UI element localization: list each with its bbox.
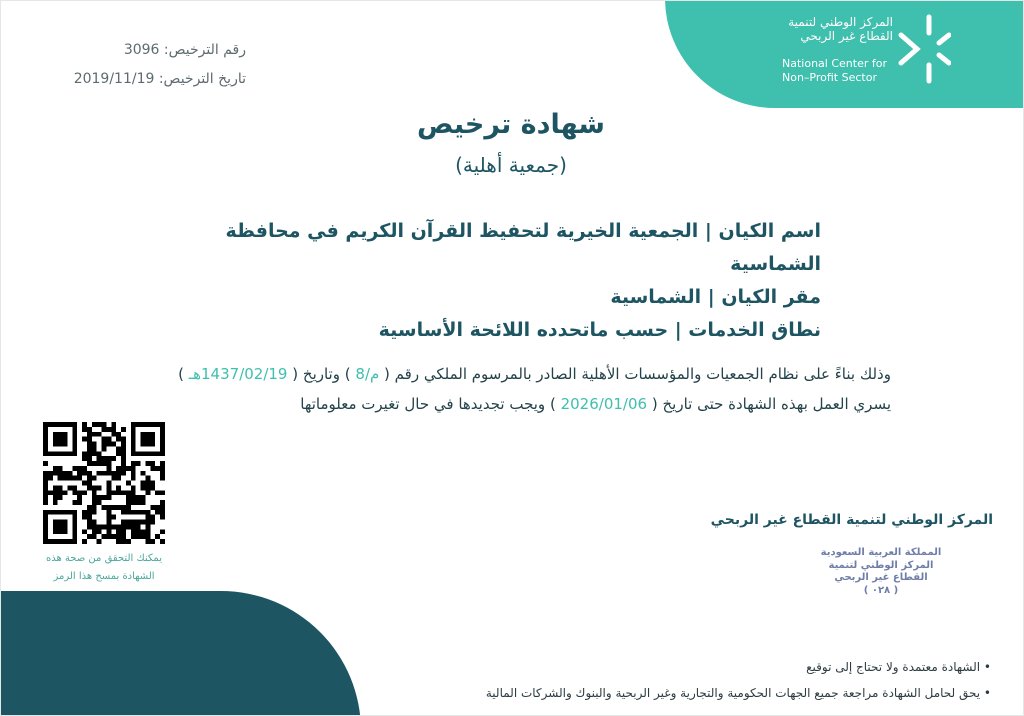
qr-module	[145, 520, 150, 525]
qr-module	[102, 442, 107, 447]
qr-module	[116, 451, 121, 456]
qr-module	[92, 534, 97, 539]
qr-module	[121, 534, 126, 539]
qr-module	[87, 437, 92, 442]
qr-module	[53, 466, 58, 471]
qr-module	[97, 495, 102, 500]
official-stamp: المملكة العربية السعودية المركز الوطني لتنمية القطاع غير الربحي ( ٠٢٨ )	[820, 547, 942, 596]
qr-module	[121, 442, 126, 447]
qr-module	[116, 485, 121, 490]
qr-module	[82, 422, 87, 427]
qr-module	[102, 427, 107, 432]
qr-module	[87, 446, 92, 451]
qr-module	[87, 461, 92, 466]
qr-module	[87, 510, 92, 515]
qr-module	[43, 476, 48, 481]
qr-module	[116, 524, 121, 529]
qr-module	[92, 422, 97, 427]
qr-module	[131, 524, 136, 529]
qr-module	[106, 461, 111, 466]
qr-module	[102, 524, 107, 529]
qr-module	[106, 505, 111, 510]
qr-module	[160, 500, 165, 505]
qr-module	[141, 481, 146, 486]
qr-module	[102, 505, 107, 510]
qr-module	[150, 505, 155, 510]
qr-module	[92, 461, 97, 466]
verification-qr-code[interactable]	[43, 422, 165, 544]
qr-module	[145, 524, 150, 529]
qr-module	[121, 471, 126, 476]
qr-module	[77, 471, 82, 476]
qr-module	[121, 524, 126, 529]
decree-date: 1437/02/19هـ	[183, 365, 293, 383]
qr-module	[131, 485, 136, 490]
qr-module	[106, 471, 111, 476]
qr-module	[126, 490, 131, 495]
qr-module	[155, 534, 160, 539]
qr-module	[92, 485, 97, 490]
qr-module	[160, 539, 165, 544]
qr-module	[97, 456, 102, 461]
qr-module	[116, 476, 121, 481]
qr-module	[126, 505, 131, 510]
qr-module	[106, 495, 111, 500]
qr-module	[58, 495, 63, 500]
qr-module	[145, 515, 150, 520]
qr-module	[77, 495, 82, 500]
qr-module	[87, 485, 92, 490]
qr-module	[67, 485, 72, 490]
qr-module	[82, 427, 87, 432]
qr-module	[87, 534, 92, 539]
qr-module	[116, 466, 121, 471]
qr-module	[43, 485, 48, 490]
qr-module	[111, 442, 116, 447]
qr-module	[150, 485, 155, 490]
qr-module	[82, 456, 87, 461]
qr-module	[116, 534, 121, 539]
valid-until-date: 2026/01/06	[555, 395, 652, 413]
qr-module	[111, 427, 116, 432]
qr-module	[72, 500, 77, 505]
qr-module	[48, 490, 53, 495]
qr-module	[126, 500, 131, 505]
qr-module	[160, 515, 165, 520]
qr-module	[106, 490, 111, 495]
qr-module	[82, 529, 87, 534]
qr-module	[53, 500, 58, 505]
legal-line-1: وذلك بناءً على نظام الجمعيات والمؤسسات الأهلية الصادر بالمرسوم الملكي رقم ( م/8 ) وتاريخ ( 1437/02/19هـ )	[178, 365, 891, 383]
qr-module	[131, 500, 136, 505]
qr-module	[116, 490, 121, 495]
qr-module	[116, 505, 121, 510]
qr-module	[121, 539, 126, 544]
qr-module	[106, 466, 111, 471]
qr-module	[87, 442, 92, 447]
qr-module	[136, 529, 141, 534]
qr-module	[72, 490, 77, 495]
qr-module	[106, 481, 111, 486]
qr-module	[92, 432, 97, 437]
qr-module	[102, 456, 107, 461]
entity-info	[201, 215, 821, 347]
qr-module	[141, 495, 146, 500]
qr-module	[141, 485, 146, 490]
license-number: رقم الترخيص: 3096	[123, 42, 246, 58]
qr-module	[121, 461, 126, 466]
qr-module	[160, 471, 165, 476]
qr-module	[126, 539, 131, 544]
qr-module	[111, 432, 116, 437]
license-info	[31, 36, 246, 94]
qr-module	[155, 466, 160, 471]
qr-module	[160, 505, 165, 510]
qr-module	[160, 476, 165, 481]
qr-module	[53, 490, 58, 495]
legal-text	[131, 359, 891, 419]
qr-module	[43, 461, 48, 466]
qr-module	[131, 471, 136, 476]
qr-module	[136, 500, 141, 505]
qr-module	[87, 481, 92, 486]
qr-module	[92, 500, 97, 505]
qr-module	[121, 437, 126, 442]
qr-module	[87, 520, 92, 525]
qr-module	[82, 510, 87, 515]
qr-module	[92, 520, 97, 525]
qr-module	[58, 471, 63, 476]
qr-module	[150, 539, 155, 544]
qr-finder-pattern	[53, 432, 68, 447]
qr-module	[97, 451, 102, 456]
qr-module	[145, 476, 150, 481]
qr-module	[72, 485, 77, 490]
qr-module	[111, 505, 116, 510]
qr-module	[136, 534, 141, 539]
qr-module	[43, 495, 48, 500]
qr-module	[87, 432, 92, 437]
qr-module	[106, 427, 111, 432]
qr-module	[126, 495, 131, 500]
qr-module	[141, 510, 146, 515]
qr-module	[87, 471, 92, 476]
logo-english-line2: Non–Profit Sector	[782, 71, 877, 84]
qr-module	[150, 520, 155, 525]
qr-module	[77, 490, 82, 495]
qr-module	[136, 461, 141, 466]
qr-module	[131, 520, 136, 525]
issuing-center-name: المركز الوطني لتنمية القطاع غير الربحي	[710, 512, 993, 528]
qr-module	[97, 485, 102, 490]
legal-line-2: يسري العمل بهذه الشهادة حتى تاريخ ( 2026/01/06 ) ويجب تجديدها في حال تغيرت معلوماتها	[300, 395, 891, 413]
qr-module	[121, 451, 126, 456]
qr-module	[92, 451, 97, 456]
qr-module	[106, 510, 111, 515]
qr-module	[97, 524, 102, 529]
license-date: تاريخ الترخيص: 2019/11/19	[73, 71, 246, 87]
qr-module	[58, 476, 63, 481]
qr-module	[131, 490, 136, 495]
qr-module	[102, 471, 107, 476]
qr-module	[121, 490, 126, 495]
qr-module	[92, 490, 97, 495]
certificate-title: شهادة ترخيص	[417, 109, 605, 140]
qr-module	[121, 466, 126, 471]
qr-module	[97, 461, 102, 466]
qr-module	[82, 451, 87, 456]
qr-module	[131, 529, 136, 534]
qr-module	[77, 476, 82, 481]
qr-module	[145, 510, 150, 515]
qr-module	[141, 500, 146, 505]
qr-module	[53, 471, 58, 476]
qr-module	[136, 520, 141, 525]
qr-module	[116, 471, 121, 476]
qr-module	[131, 534, 136, 539]
qr-module	[77, 466, 82, 471]
qr-module	[155, 510, 160, 515]
qr-module	[111, 471, 116, 476]
qr-module	[87, 515, 92, 520]
qr-module	[141, 534, 146, 539]
qr-module	[150, 481, 155, 486]
entity-name: اسم الكيان | الجمعية الخيرية لتحفيظ القرآن الكريم في محافظة الشماسية	[225, 220, 821, 275]
qr-module	[145, 490, 150, 495]
qr-module	[92, 476, 97, 481]
qr-module	[102, 422, 107, 427]
qr-module	[116, 432, 121, 437]
qr-module	[87, 427, 92, 432]
qr-module	[43, 481, 48, 486]
qr-module	[160, 461, 165, 466]
qr-module	[63, 476, 68, 481]
qr-module	[111, 534, 116, 539]
logo-arabic-line2: القطاع غير الربحي	[800, 29, 893, 43]
qr-finder-pattern	[53, 520, 68, 535]
qr-module	[126, 510, 131, 515]
qr-module	[150, 466, 155, 471]
qr-module	[121, 510, 126, 515]
qr-module	[102, 534, 107, 539]
qr-module	[106, 529, 111, 534]
qr-module	[97, 471, 102, 476]
ncnp-logo	[779, 13, 955, 89]
qr-module	[121, 427, 126, 432]
qr-module	[106, 524, 111, 529]
qr-module	[58, 485, 63, 490]
qr-module	[141, 471, 146, 476]
qr-module	[145, 534, 150, 539]
qr-module	[116, 446, 121, 451]
qr-module	[43, 471, 48, 476]
qr-module	[82, 515, 87, 520]
qr-module	[102, 461, 107, 466]
qr-module	[97, 500, 102, 505]
qr-module	[111, 515, 116, 520]
qr-module	[145, 529, 150, 534]
qr-module	[53, 485, 58, 490]
entity-service-scope: نطاق الخدمات | حسب ماتحدده اللائحة الأساسية	[378, 319, 821, 341]
qr-module	[63, 490, 68, 495]
ncnp-emblem-icon	[895, 13, 951, 85]
qr-module	[111, 422, 116, 427]
qr-module	[58, 466, 63, 471]
qr-module	[131, 495, 136, 500]
qr-module	[53, 495, 58, 500]
qr-module	[106, 534, 111, 539]
qr-module	[48, 471, 53, 476]
qr-module	[106, 456, 111, 461]
qr-module	[121, 529, 126, 534]
qr-module	[126, 524, 131, 529]
qr-module	[126, 481, 131, 486]
qr-module	[111, 524, 116, 529]
qr-module	[82, 466, 87, 471]
qr-module	[160, 466, 165, 471]
qr-module	[72, 476, 77, 481]
entity-headquarters: مقر الكيان | الشماسية	[610, 286, 821, 308]
qr-module	[126, 466, 131, 471]
qr-module	[121, 456, 126, 461]
qr-module	[106, 520, 111, 525]
qr-module	[155, 505, 160, 510]
qr-module	[111, 456, 116, 461]
qr-module	[43, 490, 48, 495]
qr-module	[82, 539, 87, 544]
qr-module	[92, 446, 97, 451]
bottom-left-decoration	[0, 591, 361, 716]
qr-module	[87, 451, 92, 456]
qr-module	[106, 485, 111, 490]
qr-finder-pattern	[141, 432, 156, 447]
qr-module	[72, 466, 77, 471]
qr-module	[150, 515, 155, 520]
logo-english-line1: National Center for	[782, 57, 887, 70]
qr-module	[92, 529, 97, 534]
certificate-subtitle: (جمعية أهلية)	[455, 153, 567, 177]
qr-module	[48, 476, 53, 481]
qr-module	[136, 510, 141, 515]
qr-module	[92, 495, 97, 500]
qr-module	[131, 466, 136, 471]
qr-module	[92, 510, 97, 515]
qr-module	[141, 520, 146, 525]
qr-module	[126, 520, 131, 525]
qr-module	[150, 461, 155, 466]
qr-module	[97, 422, 102, 427]
qr-module	[145, 461, 150, 466]
qr-module	[43, 500, 48, 505]
qr-module	[145, 485, 150, 490]
certificate-notes	[431, 654, 991, 706]
qr-module	[106, 442, 111, 447]
qr-module	[92, 524, 97, 529]
qr-module	[155, 490, 160, 495]
qr-module	[82, 490, 87, 495]
qr-module	[121, 446, 126, 451]
qr-module	[121, 505, 126, 510]
qr-module	[82, 437, 87, 442]
qr-module	[82, 481, 87, 486]
note-item: • الشهادة معتمدة ولا تحتاج إلى توقيع	[806, 660, 991, 674]
qr-module	[160, 490, 165, 495]
qr-module	[82, 471, 87, 476]
qr-module	[131, 510, 136, 515]
qr-module	[87, 476, 92, 481]
note-item: • يحق لحامل الشهادة مراجعة جميع الجهات الحكومية والتجارية وغير الربحية والبنوك والشركات المالية	[485, 686, 991, 700]
qr-module	[116, 529, 121, 534]
qr-module	[141, 529, 146, 534]
qr-module	[102, 446, 107, 451]
logo-arabic-line1: المركز الوطني لتنمية	[788, 15, 893, 29]
qr-module	[116, 437, 121, 442]
qr-module	[111, 476, 116, 481]
qr-note: يمكنك التحقق من صحة هذه الشهادة بمسح هذا الرمز	[46, 553, 162, 582]
qr-module	[116, 539, 121, 544]
qr-module	[106, 437, 111, 442]
qr-module	[102, 437, 107, 442]
qr-module	[160, 529, 165, 534]
qr-module	[87, 524, 92, 529]
qr-module	[121, 520, 126, 525]
qr-module	[111, 490, 116, 495]
qr-module	[67, 476, 72, 481]
qr-module	[102, 495, 107, 500]
qr-module	[106, 515, 111, 520]
qr-module	[67, 471, 72, 476]
qr-module	[63, 471, 68, 476]
qr-module	[58, 490, 63, 495]
qr-module	[160, 510, 165, 515]
qr-module	[92, 442, 97, 447]
qr-module	[87, 505, 92, 510]
qr-module	[97, 529, 102, 534]
qr-module	[77, 500, 82, 505]
decree-number: م/8	[350, 365, 385, 383]
qr-module	[136, 495, 141, 500]
qr-module	[92, 505, 97, 510]
qr-module	[131, 476, 136, 481]
qr-module	[97, 539, 102, 544]
qr-module	[131, 461, 136, 466]
qr-module	[87, 456, 92, 461]
qr-module	[145, 539, 150, 544]
qr-module	[145, 481, 150, 486]
qr-module	[136, 524, 141, 529]
qr-module	[97, 432, 102, 437]
